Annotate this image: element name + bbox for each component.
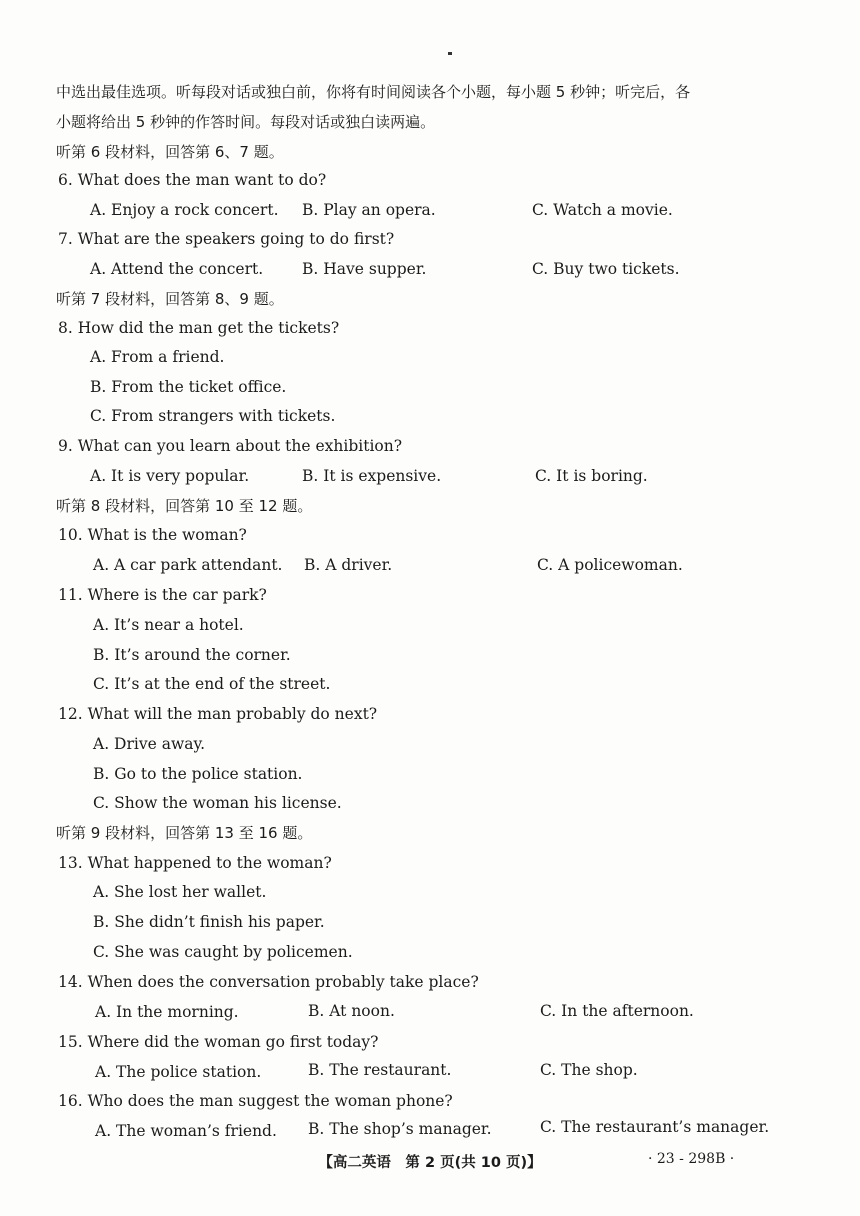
option-8b: B. From the ticket office. bbox=[90, 378, 287, 396]
option-11b: B. It’s around the corner. bbox=[93, 646, 291, 664]
question-7: 7. What are the speakers going to do first? bbox=[58, 230, 395, 248]
option-14a: A. In the morning. bbox=[95, 1003, 239, 1021]
option-7b: B. Have supper. bbox=[302, 260, 427, 278]
option-13c: C. She was caught by policemen. bbox=[93, 943, 353, 961]
question-13: 13. What happened to the woman? bbox=[58, 854, 332, 872]
exam-code: · 23 - 298B · bbox=[648, 1151, 735, 1167]
option-7c: C. Buy two tickets. bbox=[532, 260, 680, 278]
option-15c: C. The shop. bbox=[540, 1061, 638, 1079]
option-11c: C. It’s at the end of the street. bbox=[93, 675, 331, 693]
question-9: 9. What can you learn about the exhibition? bbox=[58, 437, 403, 455]
page-footer-label: 【高二英语 第 2 页(共 10 页)】 bbox=[318, 1155, 542, 1171]
option-7a: A. Attend the concert. bbox=[90, 260, 264, 278]
option-9b: B. It is expensive. bbox=[302, 467, 442, 485]
section-heading: 听第 8 段材料，回答第 10 至 12 题。 bbox=[56, 497, 313, 515]
option-12b: B. Go to the police station. bbox=[93, 765, 303, 783]
option-10b: B. A driver. bbox=[304, 556, 393, 574]
option-6c: C. Watch a movie. bbox=[532, 201, 673, 219]
option-16b: B. The shop’s manager. bbox=[308, 1120, 492, 1138]
option-8a: A. From a friend. bbox=[90, 348, 225, 366]
top-dot-mark bbox=[448, 52, 452, 55]
question-12: 12. What will the man probably do next? bbox=[58, 705, 378, 723]
intro-line-1: 中选出最佳选项。听每段对话或独白前，你将有时间阅读各个小题，每小题 5 秒钟；听完后，各 bbox=[56, 83, 691, 101]
option-6b: B. Play an opera. bbox=[302, 201, 436, 219]
option-9c: C. It is boring. bbox=[535, 467, 648, 485]
option-11a: A. It’s near a hotel. bbox=[93, 616, 244, 634]
section-heading: 听第 9 段材料，回答第 13 至 16 题。 bbox=[56, 824, 313, 842]
option-13a: A. She lost her wallet. bbox=[93, 883, 267, 901]
option-15a: A. The police station. bbox=[95, 1063, 262, 1081]
question-14: 14. When does the conversation probably take place? bbox=[58, 973, 479, 991]
option-12a: A. Drive away. bbox=[93, 735, 206, 753]
option-14b: B. At noon. bbox=[308, 1002, 395, 1020]
option-16a: A. The woman’s friend. bbox=[95, 1122, 277, 1140]
option-12c: C. Show the woman his license. bbox=[93, 794, 342, 812]
option-13b: B. She didn’t finish his paper. bbox=[93, 913, 325, 931]
intro-line-2: 小题将给出 5 秒钟的作答时间。每段对话或独白读两遍。 bbox=[56, 113, 436, 131]
question-8: 8. How did the man get the tickets? bbox=[58, 319, 340, 337]
question-10: 10. What is the woman? bbox=[58, 526, 247, 544]
option-6a: A. Enjoy a rock concert. bbox=[90, 201, 279, 219]
section-heading: 听第 7 段材料，回答第 8、9 题。 bbox=[56, 290, 284, 308]
option-10a: A. A car park attendant. bbox=[93, 556, 283, 574]
option-15b: B. The restaurant. bbox=[308, 1061, 452, 1079]
question-11: 11. Where is the car park? bbox=[58, 586, 267, 604]
option-10c: C. A policewoman. bbox=[537, 556, 683, 574]
question-15: 15. Where did the woman go first today? bbox=[58, 1033, 379, 1051]
option-8c: C. From strangers with tickets. bbox=[90, 407, 336, 425]
option-14c: C. In the afternoon. bbox=[540, 1002, 694, 1020]
question-16: 16. Who does the man suggest the woman phone? bbox=[58, 1092, 453, 1110]
option-16c: C. The restaurant’s manager. bbox=[540, 1118, 770, 1136]
question-6: 6. What does the man want to do? bbox=[58, 171, 327, 189]
option-9a: A. It is very popular. bbox=[90, 467, 250, 485]
section-heading: 听第 6 段材料，回答第 6、7 题。 bbox=[56, 143, 284, 161]
